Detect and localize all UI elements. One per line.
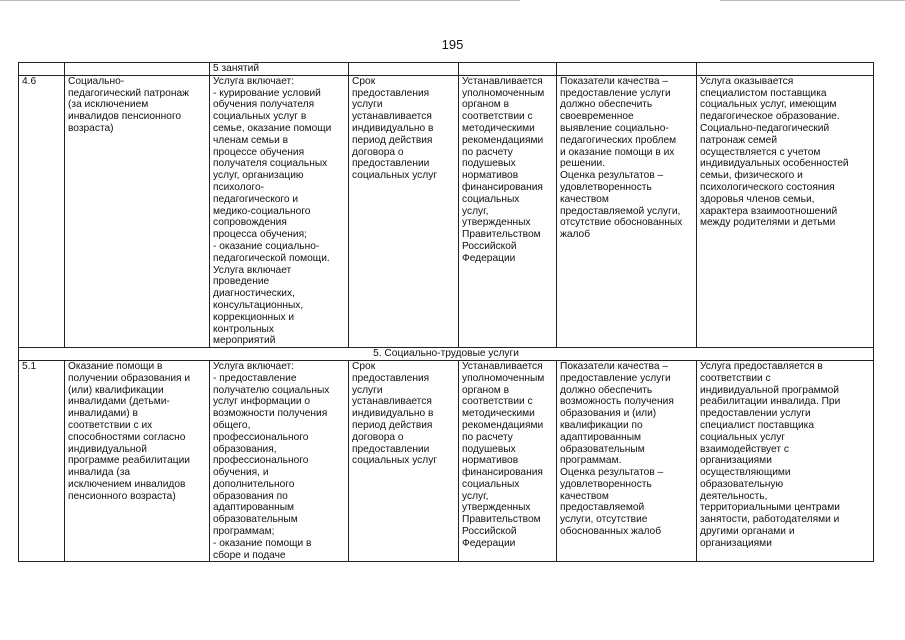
cell-text-line: Срок [352, 360, 376, 372]
cell-text-line: период действия [352, 419, 433, 431]
cell-text-line: утвержденных [462, 502, 531, 514]
cell-text-line: квалификации по [560, 419, 643, 431]
cell-text-line: процессе обучения [213, 146, 305, 158]
cell-text-line: договора о [352, 146, 404, 158]
cell-text-line: услуги [352, 384, 383, 396]
cell-text-line: образовательным [213, 514, 298, 526]
cell-text-line: - курирование условий [213, 87, 321, 99]
cell-text-line: пенсионного возраста) [68, 490, 176, 502]
cell-text-line: Услуга включает: [213, 75, 295, 87]
cell-text-line: индивидуально в [352, 408, 434, 420]
cell-text-line: по расчету [462, 431, 513, 443]
cell-text-line: соответствии с [700, 372, 771, 384]
service-row [19, 360, 874, 562]
cell-text-line: программам. [560, 455, 622, 467]
cell-text-line: индивидуально в [352, 122, 434, 134]
cell-text-line: уполномоченным [462, 372, 545, 384]
service-norm [459, 360, 557, 562]
cell-text-line: коррекционных и [213, 311, 295, 323]
cell-text-line: Федерации [462, 537, 516, 549]
service-row [19, 75, 874, 347]
cell-text-line: занятости, работодателями и [700, 514, 840, 526]
cell-text-line: адаптированным [213, 502, 295, 514]
cell-text-line: - предоставление [213, 372, 297, 384]
cell-text-line: медико-социального [213, 205, 311, 217]
cell-text-line: социальных услуг [352, 455, 438, 467]
service-number: 4.6 [19, 75, 65, 347]
cell-text-line: сопровождения [213, 217, 287, 229]
service-term [349, 75, 459, 347]
cell-text-line: Оказание помощи в [68, 360, 163, 372]
name-cell [65, 63, 210, 76]
cell-text-line: Социально- [68, 75, 125, 87]
cell-text-line: Срок [352, 75, 376, 87]
cell-text-line: педагогического и [213, 193, 299, 205]
cell-text-line: предоставлении [352, 443, 430, 455]
cell-text-line: отсутствие обоснованных [560, 217, 683, 229]
cell-text-line: общего, [213, 419, 251, 431]
cell-text-line: семьи, физического и [700, 170, 803, 182]
cell-text-line: организациями [700, 455, 772, 467]
cell-text-line: решении. [560, 158, 606, 170]
number-cell [19, 63, 65, 76]
cell-text-line: органом в [462, 99, 510, 111]
continuation-row [19, 63, 874, 76]
content-cell [210, 63, 349, 76]
cell-text-line: соответствии с их [68, 419, 153, 431]
cell-text-line: Российской [462, 526, 517, 538]
cell-text-line: социальных [462, 193, 520, 205]
service-number: 5.1 [19, 360, 65, 562]
cell-text-line: качеством [560, 490, 609, 502]
cell-text-line: инвалидов пенсионного [68, 111, 182, 123]
cell-text-line: психолого- [213, 181, 264, 193]
cell-text-line: семье, оказание помощи [213, 122, 332, 134]
cell-text-line: Российской [462, 240, 517, 252]
cell-text-line: финансирования [462, 181, 543, 193]
cell-text-line: индивидуальных особенностей [700, 158, 849, 170]
cell-text-line: возможность получения [560, 396, 674, 408]
cell-text-line: Показатели качества – [560, 360, 668, 372]
cell-text-line: Услуга оказывается [700, 75, 794, 87]
cell-text-line: получении образования и [68, 372, 191, 384]
cell-text-line: Устанавливается [462, 360, 543, 372]
service-term [349, 360, 459, 562]
cell-text-line: инвалидами) в [68, 408, 138, 420]
cell-text-line: предоставления [352, 87, 430, 99]
page-number: 195 [441, 37, 464, 52]
cell-text-line: характера взаимоотношений [700, 205, 838, 217]
cell-text-line: исключением инвалидов [68, 478, 186, 490]
section-title: 5. Социально-трудовые услуги [19, 348, 874, 361]
cell-text-line: нормативов [462, 170, 519, 182]
cell-text-line: инвалидами (детьми- [68, 396, 170, 408]
cell-text-line: получателя социальных [213, 158, 328, 170]
service-quality [557, 360, 697, 562]
cell-text-line: предоставление услуги [560, 372, 671, 384]
services-table [18, 62, 874, 562]
cell-text-line: диагностических, [213, 288, 295, 300]
cell-text-line: деятельность, [700, 490, 768, 502]
empty-cell [349, 63, 459, 76]
cell-text-line: мероприятий [213, 335, 276, 347]
cell-text-line: инвалида (за [68, 467, 131, 479]
cell-text-line: органом в [462, 384, 510, 396]
cell-text-line: Услуга включает: [213, 360, 295, 372]
cell-text-line: обоснованных жалоб [560, 526, 662, 538]
cell-text-line: Правительством [462, 514, 541, 526]
cell-text-line: другими органами и [700, 526, 795, 538]
cell-text-line: обучения получателя [213, 99, 315, 111]
cell-text-line: рекомендациями [462, 134, 544, 146]
cell-text-line: предоставляемой услуги, [560, 205, 681, 217]
cell-text-line: программе реабилитации [68, 455, 190, 467]
empty-cell [459, 63, 557, 76]
cell-text-line: - оказание помощи в [213, 537, 312, 549]
cell-text-line: Социально-педагогический [700, 122, 830, 134]
cell-text-line: соответствии с [462, 111, 533, 123]
cell-text-line: реабилитации инвалида. При [700, 396, 841, 408]
cell-text-line: услуг, [462, 490, 489, 502]
cell-text-line: - оказание социально- [213, 240, 320, 252]
cell-text-line: подушевых [462, 443, 516, 455]
cell-text-line: Правительством [462, 229, 541, 241]
cell-text-line: педагогический патронаж [68, 87, 189, 99]
cell-text-line: уполномоченным [462, 87, 545, 99]
cell-text-line: должно обеспечить [560, 99, 653, 111]
cell-text-line: специалистом поставщика [700, 87, 827, 99]
cell-text-line: осуществляется с учетом [700, 146, 821, 158]
cell-text-line: по расчету [462, 146, 513, 158]
cell-text-line: осуществляющими [700, 467, 791, 479]
cell-text-line: Услуга включает [213, 264, 292, 276]
cell-text-line: профессионального [213, 431, 309, 443]
cell-text-line: здоровья членов семьи, [700, 193, 815, 205]
scan-edge-line [0, 0, 520, 1]
cell-text-line: предоставлении услуги [700, 408, 811, 420]
cell-text-line: Оценка результатов – [560, 467, 664, 479]
cell-text-line: Федерации [462, 252, 516, 264]
cell-text-line: образовательную [700, 478, 784, 490]
cell-text-line: социальных услуг в [213, 111, 307, 123]
cell-text-line: обучения, и [213, 467, 269, 479]
cell-text-line: образования и (или) [560, 408, 657, 420]
cell-text-line: контрольных [213, 323, 274, 335]
cell-text-line: организациями [700, 537, 772, 549]
cell-text-line: получателю социальных [213, 384, 330, 396]
scan-edge-line [720, 0, 905, 1]
cell-text-line: удовлетворенность [560, 181, 652, 193]
cell-text-line: социальных услуг [352, 170, 438, 182]
cell-text-line: жалоб [560, 229, 591, 241]
cell-text-line: социальных услуг [700, 431, 786, 443]
cell-text-line: услуги, отсутствие [560, 514, 648, 526]
cell-text-line: финансирования [462, 467, 543, 479]
cell-text-line: нормативов [462, 455, 519, 467]
cell-text-line: и оказание помощи в их [560, 146, 675, 158]
cell-text-line: услуг, [462, 205, 489, 217]
cell-text-line: адаптированным [560, 431, 642, 443]
service-quality [557, 75, 697, 347]
service-norm [459, 75, 557, 347]
cell-text-line: социальных услуг, имеющим [700, 99, 837, 111]
cell-text-line: методическими [462, 122, 535, 134]
cell-text-line: образования, [213, 443, 277, 455]
cell-text-line: утвержденных [462, 217, 531, 229]
cell-text-line: образовательным [560, 443, 645, 455]
cell-text-line: профессионального [213, 455, 309, 467]
cell-text-line: предоставлении [352, 158, 430, 170]
section-header-row [19, 348, 874, 361]
cell-text-line: предоставляемой [560, 502, 645, 514]
cell-text-line: сборе и подаче [213, 549, 286, 561]
cell-text-line: индивидуальной [68, 443, 147, 455]
cell-text-line: услуг информации о [213, 396, 311, 408]
cell-text-line: (за исключением [68, 99, 149, 111]
cell-text-line: 5 занятий [213, 63, 260, 74]
cell-text-line: программам; [213, 526, 275, 538]
cell-text-line: соответствии с [462, 396, 533, 408]
service-conditions [697, 360, 874, 562]
cell-text-line: услуги [352, 99, 383, 111]
cell-text-line: Показатели качества – [560, 75, 668, 87]
cell-text-line: устанавливается [352, 396, 432, 408]
cell-text-line: возможности получения [213, 408, 328, 420]
cell-text-line: рекомендациями [462, 419, 544, 431]
service-name [65, 75, 210, 347]
cell-text-line: дополнительного [213, 478, 295, 490]
cell-text-line: Услуга предоставляется в [700, 360, 823, 372]
cell-text-line: удовлетворенность [560, 478, 652, 490]
cell-text-line: способностями согласно [68, 431, 186, 443]
service-content [210, 360, 349, 562]
empty-cell [557, 63, 697, 76]
cell-text-line: подушевых [462, 158, 516, 170]
service-name [65, 360, 210, 562]
cell-text-line: предоставления [352, 372, 430, 384]
cell-text-line: процесса обучения; [213, 229, 307, 241]
cell-text-line: социальных [462, 478, 520, 490]
cell-text-line: специалист поставщика [700, 419, 815, 431]
service-conditions [697, 75, 874, 347]
cell-text-line: консультационных, [213, 299, 304, 311]
cell-text-line: Устанавливается [462, 75, 543, 87]
cell-text-line: предоставление услуги [560, 87, 671, 99]
cell-text-line: выявление социально- [560, 122, 669, 134]
cell-text-line: должно обеспечить [560, 384, 653, 396]
cell-text-line: услуг, организацию [213, 170, 304, 182]
cell-text-line: взаимодействует с [700, 443, 789, 455]
cell-text-line: (или) квалификации [68, 384, 164, 396]
cell-text-line: педагогическое образование. [700, 111, 840, 123]
cell-text-line: территориальными центрами [700, 502, 840, 514]
cell-text-line: Оценка результатов – [560, 170, 664, 182]
empty-cell [697, 63, 874, 76]
cell-text-line: возраста) [68, 122, 114, 134]
cell-text-line: психологического состояния [700, 181, 835, 193]
cell-text-line: патронаж семей [700, 134, 778, 146]
cell-text-line: договора о [352, 431, 404, 443]
cell-text-line: своевременное [560, 111, 634, 123]
service-content [210, 75, 349, 347]
cell-text-line: методическими [462, 408, 535, 420]
cell-text-line: проведение [213, 276, 270, 288]
cell-text-line: устанавливается [352, 111, 432, 123]
cell-text-line: между родителями и детьми [700, 217, 836, 229]
cell-text-line: педагогической помощи. [213, 252, 330, 264]
cell-text-line: членам семьи в [213, 134, 289, 146]
cell-text-line: образования по [213, 490, 288, 502]
cell-text-line: индивидуальной программой [700, 384, 839, 396]
cell-text-line: педагогических проблем [560, 134, 677, 146]
cell-text-line: период действия [352, 134, 433, 146]
cell-text-line: качеством [560, 193, 609, 205]
